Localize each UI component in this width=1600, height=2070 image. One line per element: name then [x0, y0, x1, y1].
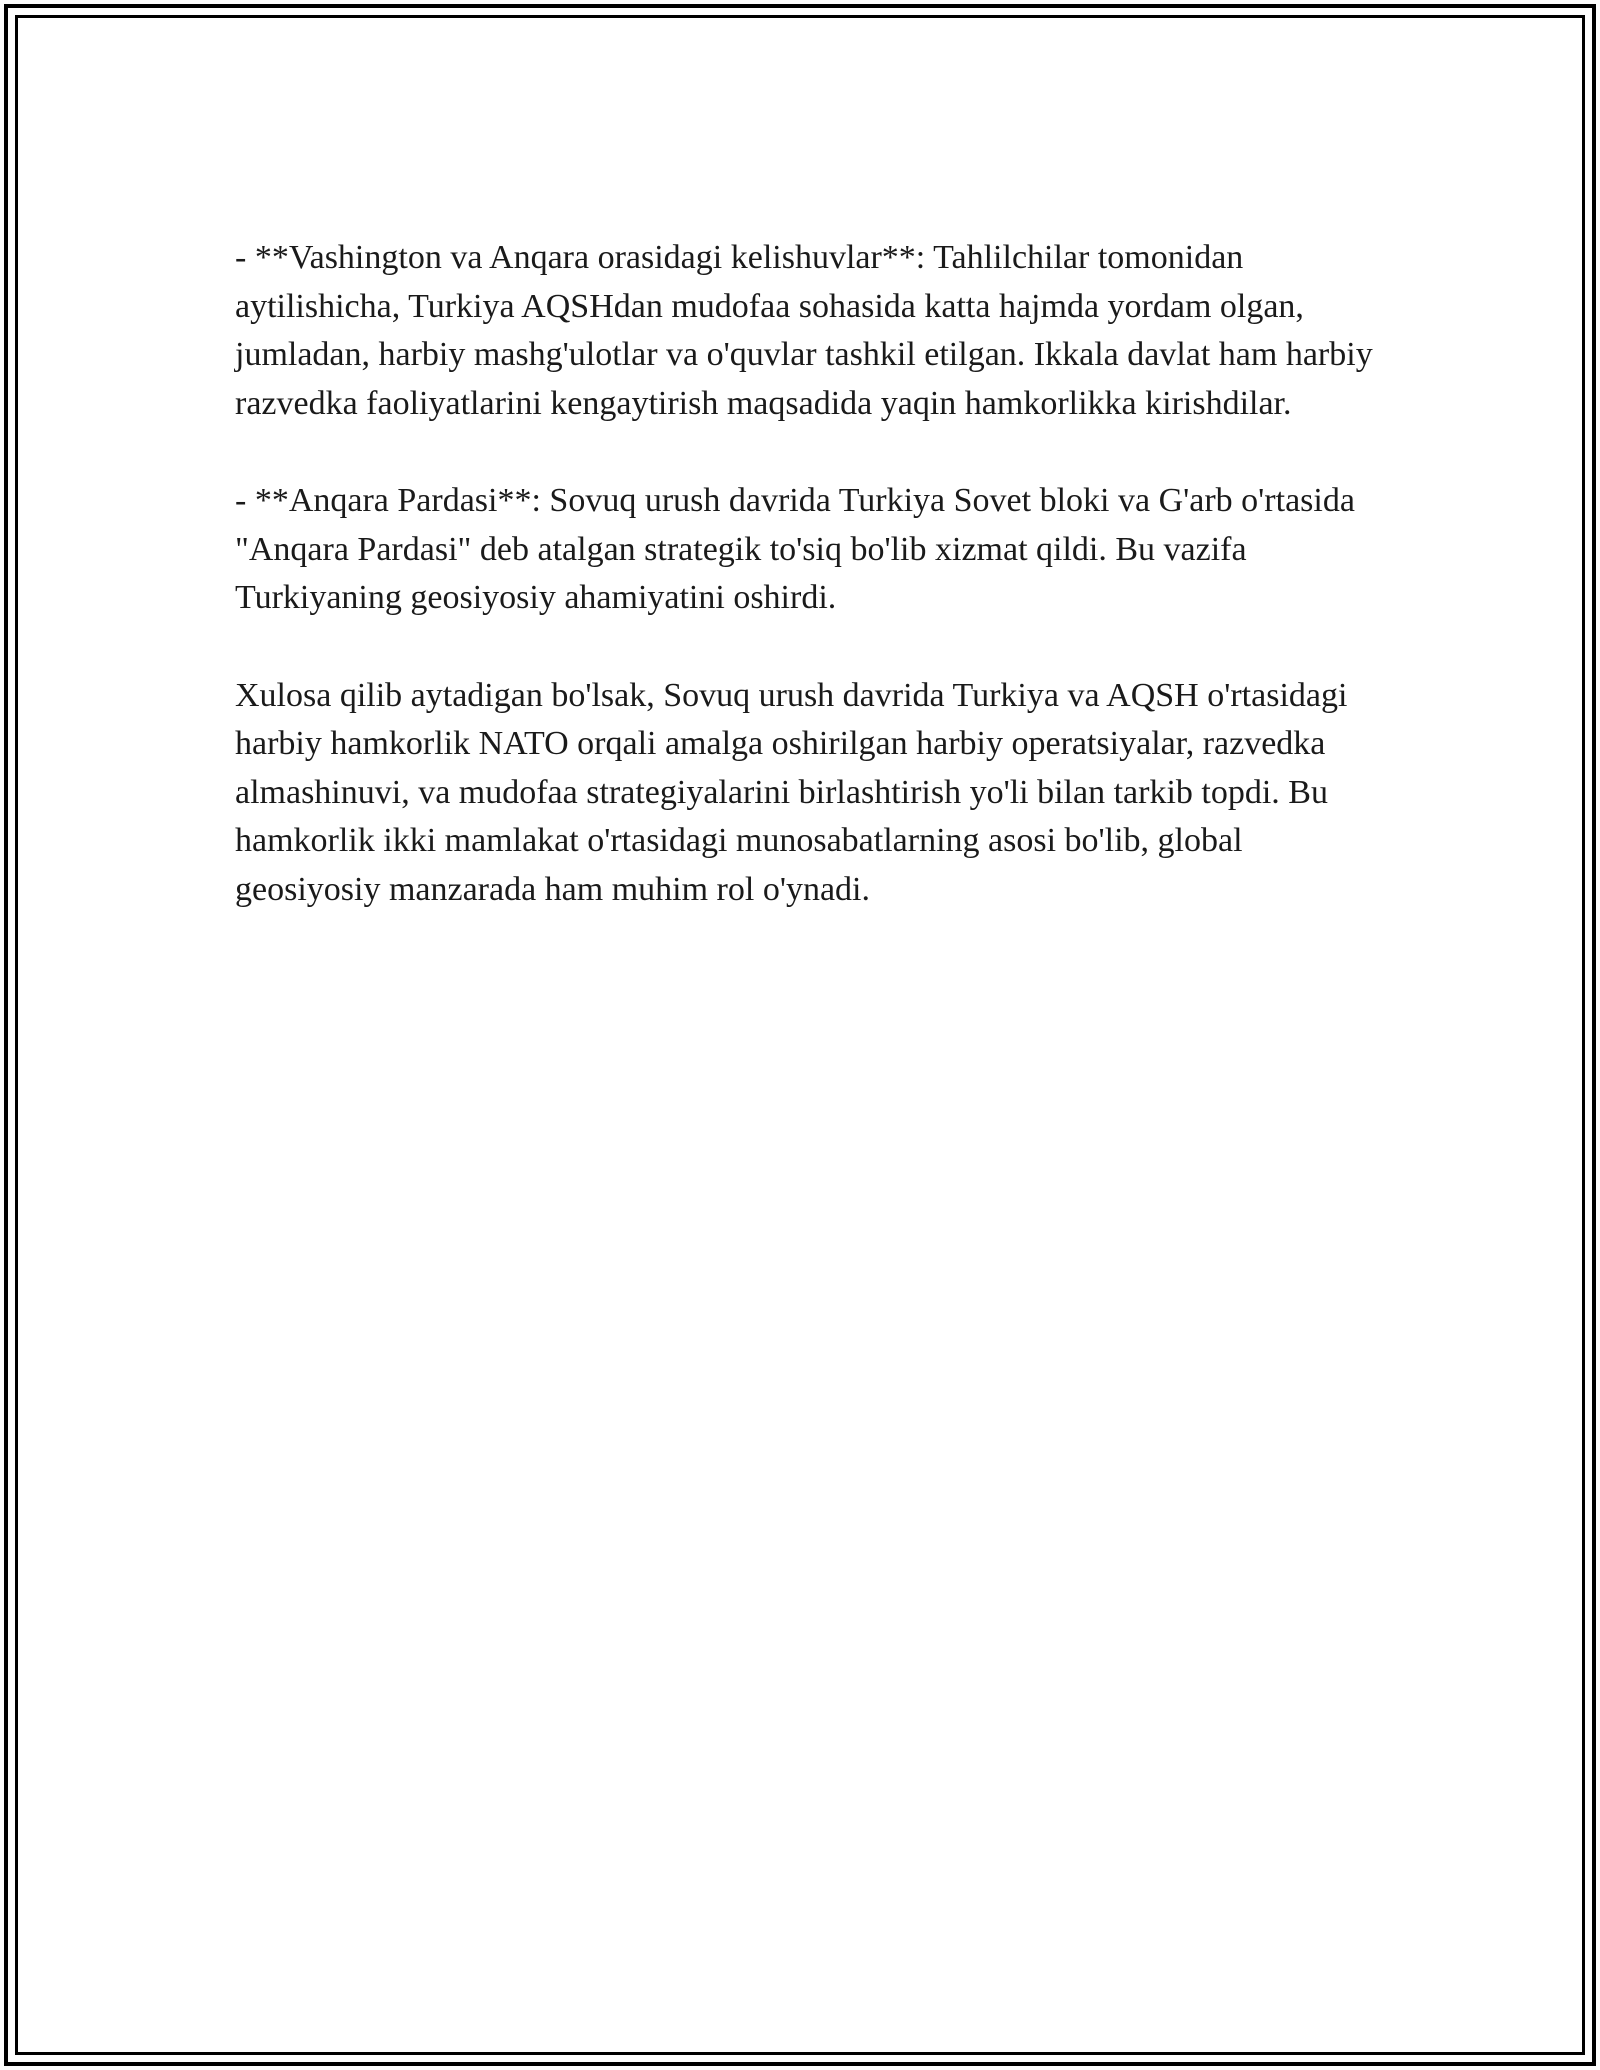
paragraph-conclusion: Xulosa qilib aytadigan bo'lsak, Sovuq urush davrida Turkiya va AQSH o'rtasidagi harbiy hamkorlik NATO orqali amalga oshirilgan harbiy operatsiyalar, razvedka almashinuvi, va mudofaa strategiyalarini birlashtirish yo'li bilan tarkib topdi. Bu hamkorlik ikki mamlakat o'rtasidagi munosabatlarning asosi bo'lib, global geosiyosiy manzarada ham muhim rol o'ynadi. [235, 676, 1348, 908]
paragraph-washington-ankara-agreements: - **Vashington va Anqara orasidagi kelishuvlar**: Tahlilchilar tomonidan aytilishicha, Turkiya AQSHdan mudofaa sohasida katta hajmda yordam olgan, jumladan, harbiy mashg'ulotlar va o'quvlar tashkil etilgan. Ikkala davlat ham harbiy razvedka faoliyatlarini kengaytirish maqsadida yaqin hamkorlikka kirishdilar. [235, 239, 1373, 422]
document-body [235, 234, 1375, 963]
paragraph-ankara-curtain: - **Anqara Pardasi**: Sovuq urush davrida Turkiya Sovet bloki va G'arb o'rtasida "Anqara Pardasi" deb atalgan strategik to'siq bo'lib xizmat qildi. Bu vazifa Turkiyaning geosiyosiy ahamiyatini oshirdi. [235, 482, 1355, 616]
